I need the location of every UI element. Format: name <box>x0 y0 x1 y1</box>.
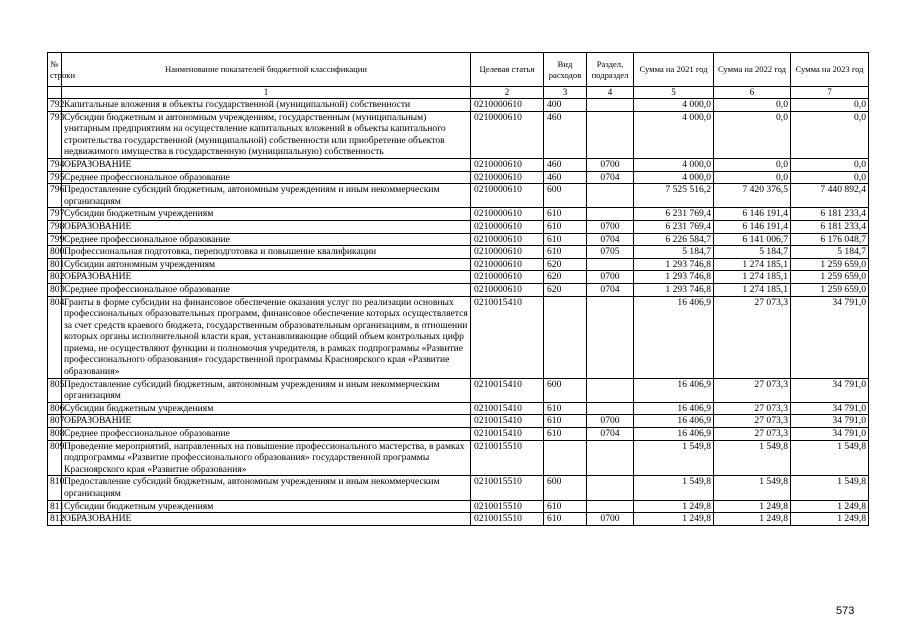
target-article-cell: 0210015410 <box>471 378 544 402</box>
sum-2021-cell: 16 406,9 <box>634 428 714 441</box>
target-article-cell: 0210015410 <box>471 428 544 441</box>
sum-2021-cell: 1 249,8 <box>634 500 714 513</box>
header-target: Целевая статья <box>471 53 544 87</box>
sum-2023-cell: 7 440 892,4 <box>791 184 869 208</box>
indicator-name-cell: Предоставление субсидий бюджетным, автономным учреждениям и иным некоммерческим организациям <box>62 378 471 402</box>
expense-kind-cell: 610 <box>544 513 587 526</box>
sum-2022-cell: 6 146 191,4 <box>714 220 791 233</box>
expense-kind-cell: 610 <box>544 428 587 441</box>
sum-2023-cell: 1 259 659,0 <box>791 258 869 271</box>
sum-2022-cell: 27 073,3 <box>714 378 791 402</box>
indicator-name-cell: ОБРАЗОВАНИЕ <box>62 415 471 428</box>
section-cell: 0704 <box>587 283 634 296</box>
sum-2021-cell: 6 231 769,4 <box>634 208 714 221</box>
table-row <box>48 440 869 476</box>
indicator-name-cell: Предоставление субсидий бюджетным, автономным учреждениям и иным некоммерческим организациям <box>62 184 471 208</box>
table-row <box>48 513 869 526</box>
section-cell: 0704 <box>587 233 634 246</box>
section-cell <box>587 99 634 112</box>
table-row <box>48 233 869 246</box>
expense-kind-cell: 600 <box>544 184 587 208</box>
row-number-cell: 807 <box>48 415 62 428</box>
sum-2021-cell: 1 249,8 <box>634 513 714 526</box>
row-number-cell: 812 <box>48 513 62 526</box>
header-section: Раздел, подраздел <box>587 53 634 87</box>
sum-2021-cell: 4 000,0 <box>634 99 714 112</box>
sum-2021-cell: 1 293 746,8 <box>634 258 714 271</box>
table-row <box>48 415 869 428</box>
sum-2022-cell: 27 073,3 <box>714 415 791 428</box>
section-cell <box>587 476 634 500</box>
sum-2023-cell: 34 791,0 <box>791 402 869 415</box>
row-number-cell: 796 <box>48 184 62 208</box>
indicator-name-cell: Субсидии бюджетным учреждениям <box>62 402 471 415</box>
section-cell: 0700 <box>587 415 634 428</box>
row-number-cell: 806 <box>48 402 62 415</box>
sum-2023-cell: 34 791,0 <box>791 378 869 402</box>
column-index-cell <box>48 87 62 99</box>
budget-table <box>47 52 869 526</box>
header-sum-2021: Сумма на 2021 год <box>634 53 714 87</box>
sum-2021-cell: 16 406,9 <box>634 402 714 415</box>
section-cell: 0700 <box>587 271 634 284</box>
expense-kind-cell <box>544 440 587 476</box>
section-cell: 0704 <box>587 171 634 184</box>
sum-2021-cell: 16 406,9 <box>634 296 714 378</box>
indicator-name-cell: Профессиональная подготовка, переподготовка и повышение квалификации <box>62 246 471 259</box>
table-row <box>48 428 869 441</box>
indicator-name-cell: Среднее профессиональное образование <box>62 428 471 441</box>
sum-2022-cell: 1 549,8 <box>714 476 791 500</box>
expense-kind-cell: 610 <box>544 500 587 513</box>
indicator-name-cell: Субсидии бюджетным учреждениям <box>62 500 471 513</box>
indicator-name-cell: Предоставление субсидий бюджетным, автономным учреждениям и иным некоммерческим организациям <box>62 476 471 500</box>
section-cell: 0700 <box>587 220 634 233</box>
target-article-cell: 0210015410 <box>471 296 544 378</box>
sum-2021-cell: 6 231 769,4 <box>634 220 714 233</box>
sum-2022-cell: 6 141 006,7 <box>714 233 791 246</box>
indicator-name-cell: ОБРАЗОВАНИЕ <box>62 220 471 233</box>
row-number-cell: 804 <box>48 296 62 378</box>
expense-kind-cell: 610 <box>544 415 587 428</box>
section-cell <box>587 402 634 415</box>
target-article-cell: 0210000610 <box>471 158 544 171</box>
indicator-name-cell: Проведение мероприятий, направленных на повышение профессионального мастерства, в рамках подпрограммы «Развитие профессионального образования» государственной программы Красноярского края «Развитие образования» <box>62 440 471 476</box>
section-cell <box>587 500 634 513</box>
section-cell <box>587 184 634 208</box>
target-article-cell: 0210015510 <box>471 500 544 513</box>
expense-kind-cell: 600 <box>544 378 587 402</box>
section-cell <box>587 111 634 158</box>
row-number-cell: 809 <box>48 440 62 476</box>
target-article-cell: 0210015510 <box>471 476 544 500</box>
table-row <box>48 271 869 284</box>
target-article-cell: 0210000610 <box>471 271 544 284</box>
expense-kind-cell: 620 <box>544 283 587 296</box>
sum-2021-cell: 1 549,8 <box>634 440 714 476</box>
column-index-cell: 5 <box>634 87 714 99</box>
sum-2021-cell: 6 226 584,7 <box>634 233 714 246</box>
expense-kind-cell: 610 <box>544 402 587 415</box>
indicator-name-cell: Среднее профессиональное образование <box>62 233 471 246</box>
section-cell <box>587 258 634 271</box>
expense-kind-cell: 620 <box>544 271 587 284</box>
row-number-cell: 810 <box>48 476 62 500</box>
table-row <box>48 283 869 296</box>
indicator-name-cell: ОБРАЗОВАНИЕ <box>62 271 471 284</box>
row-number-cell: 811 <box>48 500 62 513</box>
target-article-cell: 0210000610 <box>471 99 544 112</box>
section-cell: 0700 <box>587 158 634 171</box>
sum-2023-cell: 1 249,8 <box>791 513 869 526</box>
sum-2023-cell: 6 181 233,4 <box>791 208 869 221</box>
target-article-cell: 0210015510 <box>471 513 544 526</box>
sum-2022-cell: 0,0 <box>714 158 791 171</box>
sum-2022-cell: 27 073,3 <box>714 402 791 415</box>
table-row <box>48 258 869 271</box>
row-number-cell: 798 <box>48 220 62 233</box>
sum-2023-cell: 0,0 <box>791 111 869 158</box>
sum-2022-cell: 1 274 185,1 <box>714 271 791 284</box>
column-index-cell: 1 <box>62 87 471 99</box>
sum-2021-cell: 4 000,0 <box>634 158 714 171</box>
sum-2023-cell: 6 181 233,4 <box>791 220 869 233</box>
sum-2023-cell: 1 549,8 <box>791 476 869 500</box>
column-index-cell: 6 <box>714 87 791 99</box>
sum-2022-cell: 5 184,7 <box>714 246 791 259</box>
row-number-cell: 795 <box>48 171 62 184</box>
sum-2021-cell: 4 000,0 <box>634 111 714 158</box>
section-cell <box>587 296 634 378</box>
indicator-name-cell: Среднее профессиональное образование <box>62 283 471 296</box>
target-article-cell: 0210000610 <box>471 246 544 259</box>
target-article-cell: 0210000610 <box>471 220 544 233</box>
table-row <box>48 111 869 158</box>
row-number-cell: 797 <box>48 208 62 221</box>
indicator-name-cell: Субсидии автономным учреждениям <box>62 258 471 271</box>
expense-kind-cell: 460 <box>544 158 587 171</box>
table-row <box>48 158 869 171</box>
row-number-cell: 808 <box>48 428 62 441</box>
sum-2021-cell: 1 293 746,8 <box>634 283 714 296</box>
table-row <box>48 296 869 378</box>
column-index-cell: 4 <box>587 87 634 99</box>
sum-2023-cell: 34 791,0 <box>791 415 869 428</box>
section-cell: 0705 <box>587 246 634 259</box>
table-row <box>48 184 869 208</box>
sum-2021-cell: 5 184,7 <box>634 246 714 259</box>
sum-2023-cell: 6 176 048,7 <box>791 233 869 246</box>
sum-2022-cell: 1 249,8 <box>714 500 791 513</box>
expense-kind-cell: 610 <box>544 233 587 246</box>
target-article-cell: 0210000610 <box>471 258 544 271</box>
table-row <box>48 171 869 184</box>
table-row <box>48 99 869 112</box>
header-kind: Вид расходов <box>544 53 587 87</box>
target-article-cell: 0210015410 <box>471 402 544 415</box>
row-number-cell: 794 <box>48 158 62 171</box>
sum-2022-cell: 0,0 <box>714 111 791 158</box>
header-row-no: № строки <box>48 53 62 87</box>
expense-kind-cell: 610 <box>544 208 587 221</box>
table-body <box>48 99 869 526</box>
row-number-cell: 803 <box>48 283 62 296</box>
indicator-name-cell: Среднее профессиональное образование <box>62 171 471 184</box>
section-cell <box>587 440 634 476</box>
column-index-cell: 7 <box>791 87 869 99</box>
indicator-name-cell: Субсидии бюджетным и автономным учреждениям, государственным (муниципальным) унитарным предприятиям на осуществление капитальных вложений в объекты капитального строительства государственной (муниципальной) собственности или приобретение объектов недвижимого имущества в государственную (муниципальную) собственность <box>62 111 471 158</box>
target-article-cell: 0210000610 <box>471 184 544 208</box>
row-number-cell: 805 <box>48 378 62 402</box>
row-number-cell: 802 <box>48 271 62 284</box>
sum-2022-cell: 0,0 <box>714 99 791 112</box>
sum-2022-cell: 6 146 191,4 <box>714 208 791 221</box>
expense-kind-cell: 610 <box>544 246 587 259</box>
table-row <box>48 500 869 513</box>
sum-2023-cell: 0,0 <box>791 171 869 184</box>
row-number-cell: 799 <box>48 233 62 246</box>
column-index-cell: 3 <box>544 87 587 99</box>
sum-2022-cell: 1 274 185,1 <box>714 258 791 271</box>
row-number-cell: 792 <box>48 99 62 112</box>
expense-kind-cell: 600 <box>544 476 587 500</box>
sum-2022-cell: 27 073,3 <box>714 296 791 378</box>
indicator-name-cell: ОБРАЗОВАНИЕ <box>62 158 471 171</box>
sum-2022-cell: 0,0 <box>714 171 791 184</box>
table-row <box>48 208 869 221</box>
table-row <box>48 378 869 402</box>
target-article-cell: 0210000610 <box>471 171 544 184</box>
column-index-cell: 2 <box>471 87 544 99</box>
expense-kind-cell: 460 <box>544 111 587 158</box>
indicator-name-cell: ОБРАЗОВАНИЕ <box>62 513 471 526</box>
sum-2023-cell: 1 259 659,0 <box>791 283 869 296</box>
table-row <box>48 246 869 259</box>
header-name: Наименование показателей бюджетной классификации <box>62 53 471 87</box>
section-cell <box>587 378 634 402</box>
header-sum-2023: Сумма на 2023 год <box>791 53 869 87</box>
sum-2023-cell: 1 249,8 <box>791 500 869 513</box>
sum-2022-cell: 1 274 185,1 <box>714 283 791 296</box>
sum-2023-cell: 1 549,8 <box>791 440 869 476</box>
row-number-cell: 800 <box>48 246 62 259</box>
sum-2023-cell: 0,0 <box>791 158 869 171</box>
sum-2021-cell: 7 525 516,2 <box>634 184 714 208</box>
header-sum-2022: Сумма на 2022 год <box>714 53 791 87</box>
sum-2022-cell: 1 549,8 <box>714 440 791 476</box>
target-article-cell: 0210015510 <box>471 440 544 476</box>
sum-2021-cell: 16 406,9 <box>634 378 714 402</box>
sum-2023-cell: 5 184,7 <box>791 246 869 259</box>
sum-2022-cell: 7 420 376,5 <box>714 184 791 208</box>
sum-2021-cell: 4 000,0 <box>634 171 714 184</box>
sum-2021-cell: 16 406,9 <box>634 415 714 428</box>
table-header-row <box>48 53 869 87</box>
expense-kind-cell: 460 <box>544 171 587 184</box>
target-article-cell: 0210015410 <box>471 415 544 428</box>
table-row <box>48 220 869 233</box>
section-cell <box>587 208 634 221</box>
sum-2023-cell: 34 791,0 <box>791 428 869 441</box>
sum-2023-cell: 34 791,0 <box>791 296 869 378</box>
sum-2021-cell: 1 293 746,8 <box>634 271 714 284</box>
sum-2023-cell: 1 259 659,0 <box>791 271 869 284</box>
indicator-name-cell: Субсидии бюджетным учреждениям <box>62 208 471 221</box>
sum-2022-cell: 1 249,8 <box>714 513 791 526</box>
sum-2022-cell: 27 073,3 <box>714 428 791 441</box>
row-number-cell: 801 <box>48 258 62 271</box>
row-number-cell: 793 <box>48 111 62 158</box>
sum-2023-cell: 0,0 <box>791 99 869 112</box>
indicator-name-cell: Гранты в форме субсидии на финансовое обеспечение оказания услуг по реализации основных профессиональных образовательных программ, финансовое обеспечение которых осуществляется за счет средств краевого бюджета, государственным образовательным организациям, в отношении которых органы исполнительной власти края, устанавливающие общий объем контрольных цифр приема, не осуществляют функции и полномочия учредителя, в рамках подпрограммы «Развитие профессионального образования» государственной программы Красноярского края «Развитие образования» <box>62 296 471 378</box>
section-cell: 0700 <box>587 513 634 526</box>
budget-table-sheet <box>47 52 868 526</box>
target-article-cell: 0210000610 <box>471 233 544 246</box>
target-article-cell: 0210000610 <box>471 283 544 296</box>
expense-kind-cell: 610 <box>544 220 587 233</box>
sum-2021-cell: 1 549,8 <box>634 476 714 500</box>
column-index-row <box>48 87 869 99</box>
indicator-name-cell: Капитальные вложения в объекты государственной (муниципальной) собственности <box>62 99 471 112</box>
target-article-cell: 0210000610 <box>471 208 544 221</box>
page-number: 573 <box>836 605 855 617</box>
target-article-cell: 0210000610 <box>471 111 544 158</box>
section-cell: 0704 <box>587 428 634 441</box>
expense-kind-cell: 620 <box>544 258 587 271</box>
expense-kind-cell: 400 <box>544 99 587 112</box>
expense-kind-cell <box>544 296 587 378</box>
table-row <box>48 402 869 415</box>
table-row <box>48 476 869 500</box>
